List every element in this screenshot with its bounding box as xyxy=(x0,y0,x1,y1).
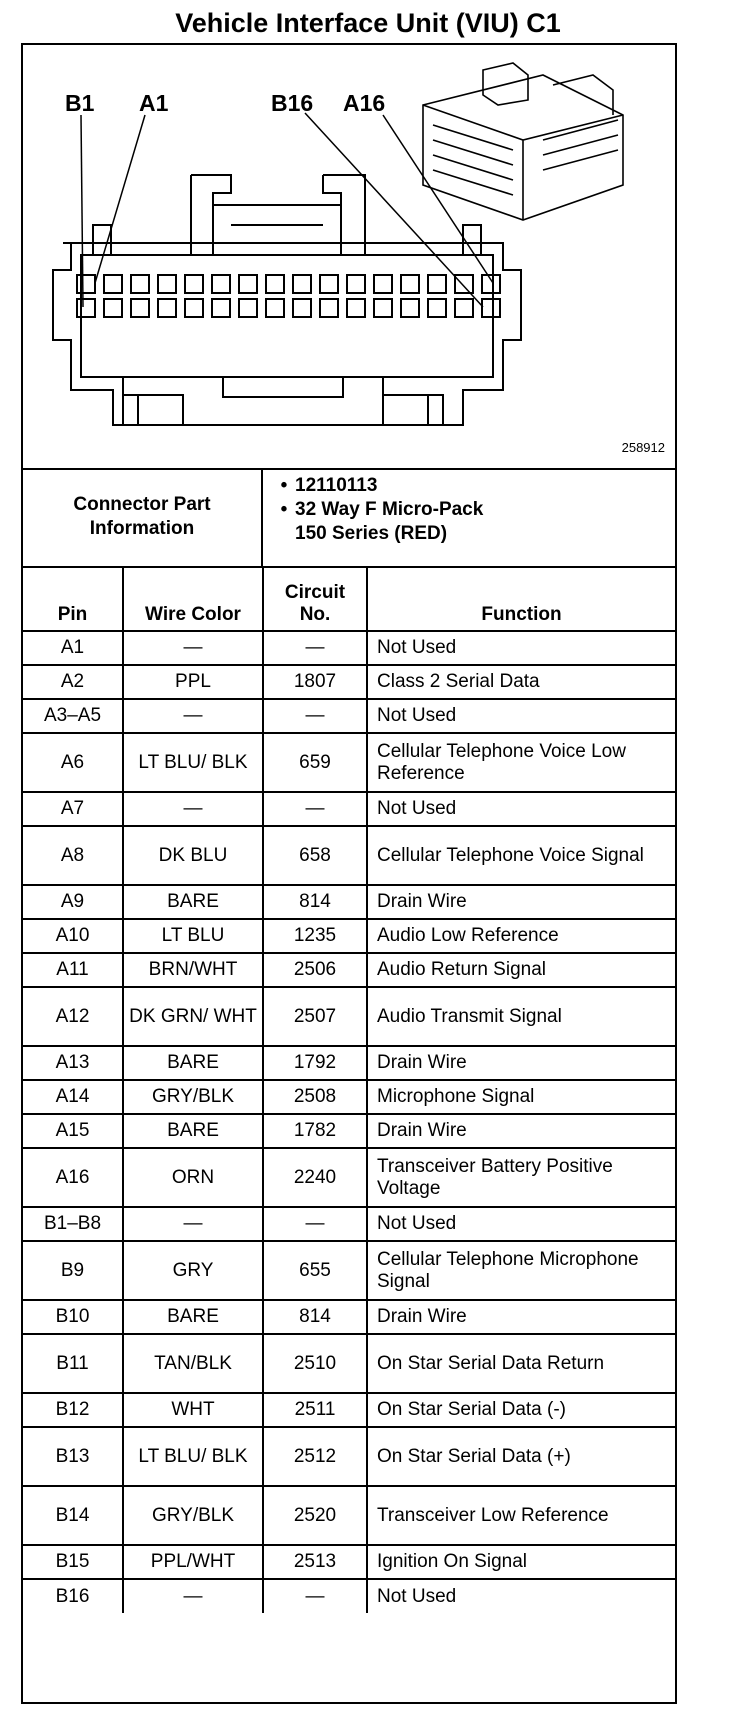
circuit-cell: 659 xyxy=(263,733,367,792)
function-cell: Drain Wire xyxy=(367,1046,675,1080)
pin-cavity xyxy=(131,299,149,317)
table-row xyxy=(23,1545,675,1579)
pin-cell: A13 xyxy=(23,1046,123,1080)
pin-cell: A12 xyxy=(23,987,123,1046)
bottom-key-left xyxy=(123,377,183,425)
function-cell: Transceiver Low Reference xyxy=(367,1486,675,1545)
pin-cell: A1 xyxy=(23,631,123,665)
table-row xyxy=(23,919,675,953)
pin-cell: A7 xyxy=(23,792,123,826)
function-cell: Not Used xyxy=(367,699,675,733)
pin-cavity xyxy=(482,299,500,317)
table-row xyxy=(23,1300,675,1334)
pin-cavity xyxy=(158,275,176,293)
function-cell: Drain Wire xyxy=(367,885,675,919)
pin-cell: B10 xyxy=(23,1300,123,1334)
leader-line-a1 xyxy=(95,115,145,283)
table-row xyxy=(23,826,675,885)
function-cell: Not Used xyxy=(367,1207,675,1241)
pin-cavity xyxy=(320,299,338,317)
circuit-cell: — xyxy=(263,1579,367,1613)
circuit-cell: 2506 xyxy=(263,953,367,987)
circuit-cell: — xyxy=(263,1207,367,1241)
part-description-line xyxy=(273,498,483,522)
pin-cell: A8 xyxy=(23,826,123,885)
pin-cavity xyxy=(374,275,392,293)
table-row xyxy=(23,733,675,792)
pin-cavity xyxy=(131,275,149,293)
pin-cavity xyxy=(77,299,95,317)
column-header-pin: Pin xyxy=(23,566,123,631)
wire-color-cell: GRY/BLK xyxy=(123,1080,263,1114)
pin-cavity xyxy=(401,275,419,293)
bullet: • xyxy=(280,499,288,520)
table-header-row xyxy=(23,566,675,631)
circuit-cell: 655 xyxy=(263,1241,367,1300)
pin-cavity xyxy=(428,299,446,317)
pin-cell: A15 xyxy=(23,1114,123,1148)
wire-color-cell: — xyxy=(123,792,263,826)
table-row xyxy=(23,1579,675,1613)
function-cell: Not Used xyxy=(367,1579,675,1613)
circuit-cell: 1235 xyxy=(263,919,367,953)
function-cell: Audio Transmit Signal xyxy=(367,987,675,1046)
pin-cell: A6 xyxy=(23,733,123,792)
wire-color-cell: — xyxy=(123,699,263,733)
pin-cavity xyxy=(266,275,284,293)
function-cell: Cellular Telephone Microphone Signal xyxy=(367,1241,675,1300)
circuit-cell: 2240 xyxy=(263,1148,367,1207)
pin-cavity xyxy=(77,275,95,293)
function-cell: Drain Wire xyxy=(367,1114,675,1148)
table-row xyxy=(23,1393,675,1427)
connector-perspective-icon xyxy=(423,63,623,220)
pin-cavity xyxy=(482,275,500,293)
table-row xyxy=(23,699,675,733)
column-header-function: Function xyxy=(367,566,675,631)
wire-color-cell: BARE xyxy=(123,1300,263,1334)
wire-color-cell: BARE xyxy=(123,1114,263,1148)
bottom-channel xyxy=(223,377,343,397)
function-cell: Drain Wire xyxy=(367,1300,675,1334)
pin-cell: A11 xyxy=(23,953,123,987)
function-cell: Audio Return Signal xyxy=(367,953,675,987)
connector-sheet xyxy=(21,43,677,1704)
circuit-cell: 2510 xyxy=(263,1334,367,1393)
pin-cell: B16 xyxy=(23,1579,123,1613)
pin-cavity xyxy=(320,275,338,293)
pin-label-a1: A1 xyxy=(139,90,169,116)
table-row xyxy=(23,1427,675,1486)
circuit-cell: 814 xyxy=(263,1300,367,1334)
function-cell: Cellular Telephone Voice Signal xyxy=(367,826,675,885)
page-title: Vehicle Interface Unit (VIU) C1 xyxy=(175,8,561,38)
pin-cell: B12 xyxy=(23,1393,123,1427)
function-cell: Not Used xyxy=(367,792,675,826)
table-row xyxy=(23,1148,675,1207)
bottom-key-right xyxy=(383,377,443,425)
circuit-cell: 2512 xyxy=(263,1427,367,1486)
function-cell: Not Used xyxy=(367,631,675,665)
wire-color-cell: — xyxy=(123,1207,263,1241)
pin-cavity xyxy=(158,299,176,317)
part-description-1: 32 Way F Micro-Pack xyxy=(295,499,484,520)
circuit-cell: 2507 xyxy=(263,987,367,1046)
part-number: 12110113 xyxy=(295,475,378,496)
table-row xyxy=(23,953,675,987)
connector-part-info-label: Connector Part Information xyxy=(23,468,263,566)
pin-cavity xyxy=(401,299,419,317)
wire-color-cell: LT BLU/ BLK xyxy=(123,733,263,792)
function-cell: Transceiver Battery Positive Voltage xyxy=(367,1148,675,1207)
wire-color-cell: WHT xyxy=(123,1393,263,1427)
part-number-line xyxy=(273,474,483,498)
pin-cell: A2 xyxy=(23,665,123,699)
pin-cell: A10 xyxy=(23,919,123,953)
pin-cavity xyxy=(455,275,473,293)
wire-color-cell: DK BLU xyxy=(123,826,263,885)
wire-color-cell: GRY/BLK xyxy=(123,1486,263,1545)
function-cell: Ignition On Signal xyxy=(367,1545,675,1579)
wire-color-cell: LT BLU/ BLK xyxy=(123,1427,263,1486)
circuit-cell: 1792 xyxy=(263,1046,367,1080)
table-row xyxy=(23,987,675,1046)
pin-cavity xyxy=(212,275,230,293)
function-cell: Audio Low Reference xyxy=(367,919,675,953)
pin-cavity xyxy=(104,275,122,293)
pin-cell: A9 xyxy=(23,885,123,919)
pin-cavity xyxy=(293,299,311,317)
circuit-cell: 658 xyxy=(263,826,367,885)
table-row xyxy=(23,1114,675,1148)
wire-color-cell: DK GRN/ WHT xyxy=(123,987,263,1046)
function-cell: On Star Serial Data (+) xyxy=(367,1427,675,1486)
pin-cavity xyxy=(212,299,230,317)
pin-cavity xyxy=(185,299,203,317)
pin-label-b1: B1 xyxy=(65,90,95,116)
leader-line-b16 xyxy=(305,113,483,307)
pin-cavity xyxy=(347,299,365,317)
connector-part-info-values xyxy=(273,474,483,546)
circuit-cell: 2511 xyxy=(263,1393,367,1427)
table-row xyxy=(23,1241,675,1300)
pin-cavity xyxy=(428,275,446,293)
table-row xyxy=(23,1046,675,1080)
pin-cavity xyxy=(293,275,311,293)
pin-cavity xyxy=(455,299,473,317)
pin-cell: A16 xyxy=(23,1148,123,1207)
circuit-cell: — xyxy=(263,792,367,826)
wire-color-cell: PPL xyxy=(123,665,263,699)
table-row xyxy=(23,631,675,665)
wire-color-cell: — xyxy=(123,631,263,665)
pin-cavity xyxy=(347,275,365,293)
circuit-cell: — xyxy=(263,699,367,733)
table-row xyxy=(23,885,675,919)
circuit-cell: 1782 xyxy=(263,1114,367,1148)
pin-cavity xyxy=(374,299,392,317)
column-header-circuit: Circuit No. xyxy=(263,566,367,631)
pin-cavity xyxy=(239,299,257,317)
pin-cavity xyxy=(266,299,284,317)
function-cell: Cellular Telephone Voice Low Reference xyxy=(367,733,675,792)
pin-cavity xyxy=(104,299,122,317)
circuit-cell: 1807 xyxy=(263,665,367,699)
pin-label-a16: A16 xyxy=(343,90,386,116)
table-row xyxy=(23,665,675,699)
wire-color-cell: PPL/WHT xyxy=(123,1545,263,1579)
wire-color-cell: ORN xyxy=(123,1148,263,1207)
pin-cell: B11 xyxy=(23,1334,123,1393)
table-row xyxy=(23,1080,675,1114)
table-row xyxy=(23,1334,675,1393)
pin-cell: B1–B8 xyxy=(23,1207,123,1241)
wire-color-cell: BRN/WHT xyxy=(123,953,263,987)
pin-cell: B15 xyxy=(23,1545,123,1579)
pin-cell: A3–A5 xyxy=(23,699,123,733)
pin-cavity xyxy=(239,275,257,293)
function-cell: On Star Serial Data Return xyxy=(367,1334,675,1393)
function-cell: Microphone Signal xyxy=(367,1080,675,1114)
circuit-cell: 2513 xyxy=(263,1545,367,1579)
function-cell: Class 2 Serial Data xyxy=(367,665,675,699)
table-row xyxy=(23,792,675,826)
circuit-cell: 814 xyxy=(263,885,367,919)
wire-color-cell: GRY xyxy=(123,1241,263,1300)
circuit-cell: 2520 xyxy=(263,1486,367,1545)
table-row xyxy=(23,1207,675,1241)
pin-cell: B13 xyxy=(23,1427,123,1486)
connector-part-info xyxy=(23,468,675,568)
latch-bridge xyxy=(213,205,341,225)
wire-color-cell: BARE xyxy=(123,1046,263,1080)
pinout-table xyxy=(23,566,675,1613)
circuit-cell: 2508 xyxy=(263,1080,367,1114)
function-cell: On Star Serial Data (-) xyxy=(367,1393,675,1427)
wire-color-cell: TAN/BLK xyxy=(123,1334,263,1393)
wire-color-cell: BARE xyxy=(123,885,263,919)
connector-diagram xyxy=(23,45,675,470)
wire-color-cell: LT BLU xyxy=(123,919,263,953)
bullet: • xyxy=(280,475,288,496)
column-header-wire-color: Wire Color xyxy=(123,566,263,631)
wire-color-cell: — xyxy=(123,1579,263,1613)
part-description-2: 150 Series (RED) xyxy=(295,523,448,544)
circuit-cell: — xyxy=(263,631,367,665)
pin-cavity xyxy=(185,275,203,293)
pin-cell: B9 xyxy=(23,1241,123,1300)
table-row xyxy=(23,1486,675,1545)
pin-cell: B14 xyxy=(23,1486,123,1545)
figure-number: 258912 xyxy=(621,440,665,455)
pin-label-b16: B16 xyxy=(271,90,314,116)
pin-cell: A14 xyxy=(23,1080,123,1114)
